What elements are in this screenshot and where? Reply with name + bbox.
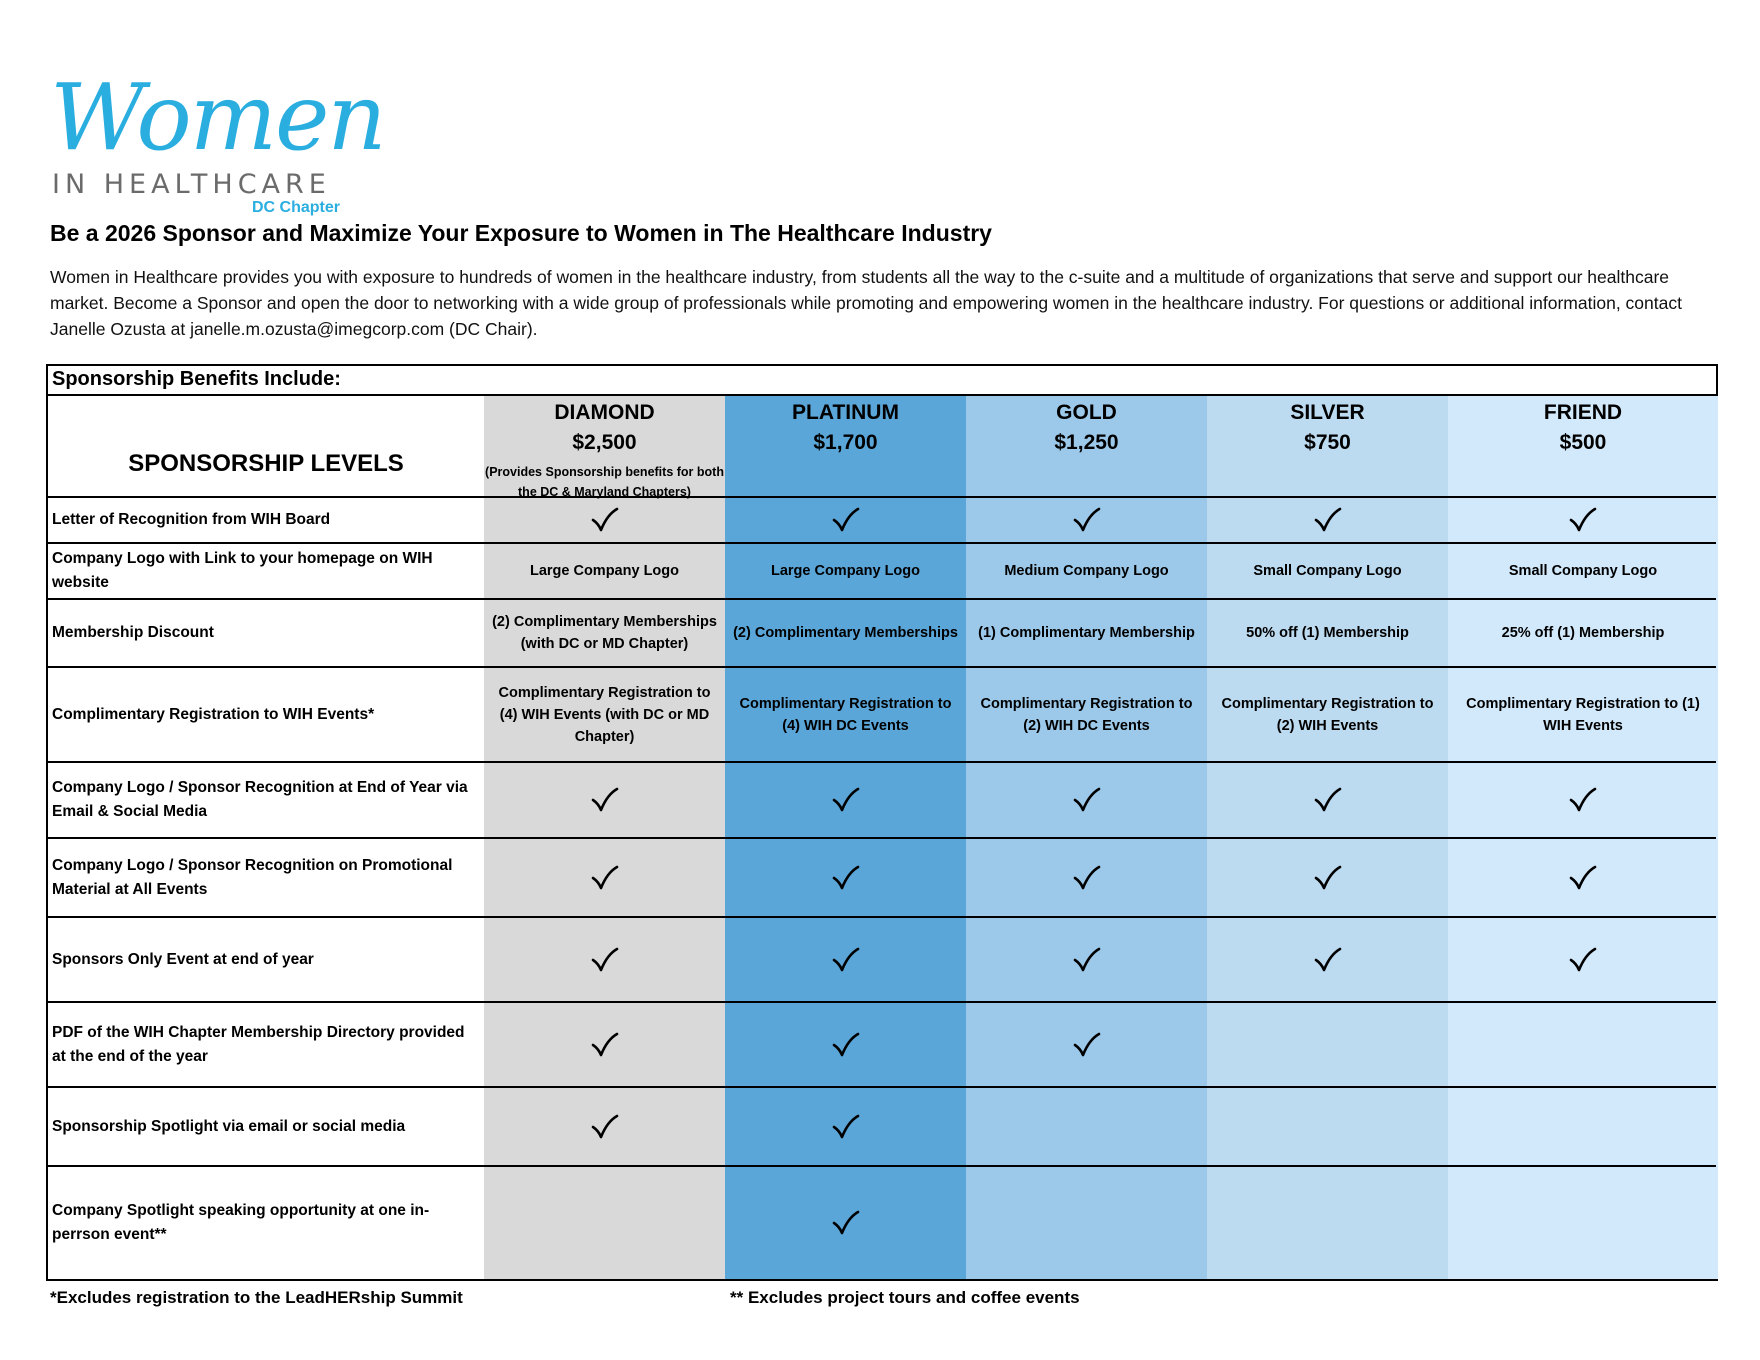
benefit-cell: [1207, 1003, 1448, 1086]
benefit-label: PDF of the WIH Chapter Membership Directory provided at the end of the year: [52, 1023, 465, 1065]
checkmark-icon: [832, 1032, 860, 1058]
checkmark-icon: [832, 507, 860, 533]
benefit-cell: [725, 498, 966, 542]
benefit-cell: Complimentary Registration to (4) WIH Events (with DC or MD Chapter): [498, 684, 711, 745]
checkmark-icon: [1314, 947, 1342, 973]
level-name: SILVER: [1290, 401, 1365, 424]
checkmark-icon: [1073, 947, 1101, 973]
level-price: $500: [1559, 431, 1607, 454]
benefit-cell: [1448, 1088, 1718, 1165]
benefit-cell: 50% off (1) Membership: [1246, 625, 1409, 641]
benefit-cell: Medium Company Logo: [1004, 563, 1169, 579]
benefit-cell: [966, 839, 1207, 916]
women-in-healthcare-logo: [50, 64, 385, 217]
benefit-cell: [725, 1088, 966, 1165]
sponsorship-levels-title: SPONSORSHIP LEVELS: [128, 450, 404, 477]
benefit-cell: Large Company Logo: [529, 563, 680, 579]
benefit-label: Company Spotlight speaking opportunity at one in-perrson event**: [52, 1202, 430, 1243]
level-name: GOLD: [1056, 401, 1117, 424]
benefit-cell: [1448, 763, 1718, 837]
benefit-label: Company Logo / Sponsor Recognition at End of Year via Email & Social Media: [52, 779, 468, 820]
benefit-cell: (1) Complimentary Membership: [978, 625, 1195, 641]
benefit-label: Membership Discount: [52, 624, 214, 641]
benefit-cell: [1448, 918, 1718, 1001]
checkmark-icon: [1569, 865, 1597, 891]
benefit-cell: Complimentary Registration to (4) WIH DC Events: [739, 695, 952, 734]
checkmark-icon: [591, 947, 619, 973]
level-platinum: [725, 398, 966, 458]
sponsorship-table: [46, 364, 1718, 1281]
checkmark-icon: [1314, 865, 1342, 891]
level-diamond: [484, 398, 725, 502]
checkmark-icon: [1314, 507, 1342, 533]
footnote-registration: *Excludes registration to the LeadHERship Summit: [50, 1288, 463, 1307]
checkmark-icon: [1314, 787, 1342, 813]
checkmark-icon: [832, 787, 860, 813]
benefit-cell: [725, 1003, 966, 1086]
benefit-cell: [484, 1088, 725, 1165]
logo-word: Women: [50, 64, 385, 171]
level-name: DIAMOND: [554, 401, 655, 424]
level-price: $1,700: [813, 431, 878, 454]
checkmark-icon: [591, 787, 619, 813]
benefit-cell: [484, 1167, 725, 1279]
checkmark-icon: [591, 1114, 619, 1140]
level-price: $750: [1304, 431, 1351, 454]
benefit-cell: [1207, 498, 1448, 542]
benefit-cell: [966, 498, 1207, 542]
level-friend: [1448, 398, 1718, 458]
benefit-cell: [1448, 839, 1718, 916]
benefit-cell: [966, 918, 1207, 1001]
benefit-cell: [725, 839, 966, 916]
benefit-label: Complimentary Registration to WIH Events*: [52, 705, 375, 723]
checkmark-icon: [832, 1210, 860, 1236]
benefit-cell: Large Company Logo: [770, 563, 921, 579]
checkmark-icon: [832, 1114, 860, 1140]
checkmark-icon: [1073, 787, 1101, 813]
benefit-label: Company Logo / Sponsor Recognition on Promotional Material at All Events: [52, 856, 453, 898]
checkmark-icon: [1569, 507, 1597, 533]
checkmark-icon: [591, 1032, 619, 1058]
benefit-cell: [966, 1167, 1207, 1279]
benefit-cell: (2) Complimentary Memberships (with DC or MD Chapter): [492, 614, 717, 652]
divider: [48, 394, 1716, 396]
benefit-cell: [484, 763, 725, 837]
benefit-label: Sponsors Only Event at end of year: [52, 950, 314, 968]
benefit-label: Sponsorship Spotlight via email or social media: [52, 1117, 406, 1135]
benefit-cell: Small Company Logo: [1253, 563, 1402, 579]
benefit-cell: [966, 763, 1207, 837]
level-note: (Provides Sponsorship benefits for both the DC & Maryland Chapters): [485, 465, 724, 499]
intro-paragraph: Women in Healthcare provides you with exposure to hundreds of women in the healthcare industry, from students all the way to the c-suite and a multitude of organizations that serve and support our healthcare market. Become a Sponsor and open the door to networking with a wide group of professionals while promoting and empowering women in the healthcare industry. For questions or additional information, contact Janelle Ozusta at janelle.m.ozusta@imegcorp.com (DC Chair).: [50, 267, 1682, 339]
footnote-events: ** Excludes project tours and coffee events: [730, 1288, 1080, 1307]
benefit-cell: [725, 918, 966, 1001]
checkmark-icon: [1569, 947, 1597, 973]
benefit-cell: [484, 839, 725, 916]
level-name: FRIEND: [1543, 401, 1623, 424]
checkmark-icon: [832, 947, 860, 973]
benefit-cell: [484, 1003, 725, 1086]
benefit-cell: [1207, 1088, 1448, 1165]
benefit-cell: [725, 763, 966, 837]
benefit-cell: Complimentary Registration to (2) WIH DC Events: [980, 695, 1193, 734]
level-gold: [966, 398, 1207, 458]
checkmark-icon: [832, 865, 860, 891]
logo-chapter: DC Chapter: [252, 199, 341, 216]
benefit-cell: Complimentary Registration to (1) WIH Events: [1466, 695, 1700, 734]
logo-subtitle: IN HEALTHCARE: [52, 169, 331, 200]
benefit-cell: [966, 1088, 1207, 1165]
checkmark-icon: [591, 865, 619, 891]
checkmark-icon: [1073, 507, 1101, 533]
benefit-cell: [484, 498, 725, 542]
benefit-cell: Complimentary Registration to (2) WIH Events: [1221, 695, 1434, 734]
benefits-title: Sponsorship Benefits Include:: [52, 368, 341, 390]
checkmark-icon: [1569, 787, 1597, 813]
benefit-cell: [1448, 1003, 1718, 1086]
benefit-cell: Small Company Logo: [1508, 563, 1658, 579]
benefit-cell: [1448, 498, 1718, 542]
level-name: PLATINUM: [792, 401, 899, 424]
benefit-cell: 25% off (1) Membership: [1501, 625, 1665, 641]
benefit-cell: [484, 918, 725, 1001]
level-price: $2,500: [572, 431, 637, 454]
benefit-cell: [725, 1167, 966, 1279]
checkmark-icon: [591, 507, 619, 533]
benefit-label: Company Logo with Link to your homepage on WIH website: [52, 550, 433, 591]
benefit-cell: [1448, 1167, 1718, 1279]
benefit-cell: [1207, 918, 1448, 1001]
level-silver: [1207, 398, 1448, 458]
checkmark-icon: [1073, 1032, 1101, 1058]
page-title: Be a 2026 Sponsor and Maximize Your Exposure to Women in The Healthcare Industry: [50, 220, 992, 246]
benefit-cell: [1207, 763, 1448, 837]
benefit-label: Letter of Recognition from WIH Board: [52, 511, 331, 528]
benefit-cell: [966, 1003, 1207, 1086]
benefit-cell: (2) Complimentary Memberships: [733, 625, 958, 641]
level-price: $1,250: [1054, 431, 1119, 454]
checkmark-icon: [1073, 865, 1101, 891]
benefit-cell: [1207, 1167, 1448, 1279]
benefit-cell: [1207, 839, 1448, 916]
